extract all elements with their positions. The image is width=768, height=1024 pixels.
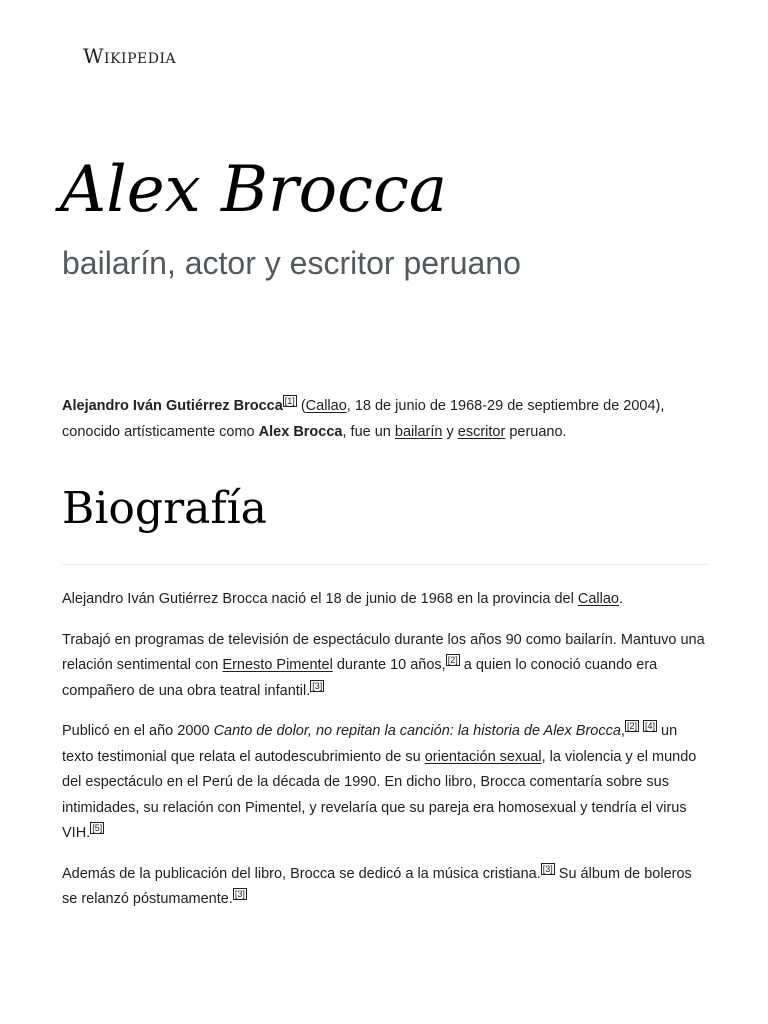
section-heading-biografia: Biografía: [62, 478, 708, 565]
biography-paragraph-3: [62, 719, 708, 847]
text-fragment: y: [442, 423, 458, 440]
text-fragment: ,: [620, 723, 625, 739]
text-fragment: , la violencia y el mundo del espectáculo en el Perú de la década de 1990. En dicho libro, Brocca comentaría sobre sus intimidades, su relación con Pimentel, y revelaría que su pareja era homosexual y tendría el virus VIH.: [62, 748, 697, 841]
reference-link[interactable]: [5]: [92, 823, 103, 834]
reference-link[interactable]: [2]: [626, 721, 637, 732]
reference-link[interactable]: [4]: [644, 721, 655, 732]
text-fragment: durante 10 años,: [332, 657, 446, 673]
subject-full-name: Alejandro Iván Gutiérrez Brocca: [62, 398, 283, 414]
reference-2[interactable]: [625, 721, 639, 732]
reference-link[interactable]: [1]: [284, 396, 295, 407]
link-bailarin[interactable]: bailarín: [394, 423, 443, 440]
subject-alias: Alex Brocca: [258, 423, 343, 440]
reference-4[interactable]: [643, 721, 657, 732]
reference-link[interactable]: [3]: [312, 680, 323, 691]
reference-link[interactable]: [3]: [234, 889, 245, 900]
reference-1[interactable]: [283, 396, 297, 407]
reference-link[interactable]: [2]: [447, 655, 458, 666]
text-fragment: (: [296, 398, 306, 414]
intro-section: [62, 394, 708, 445]
intro-paragraph: [62, 394, 708, 445]
link-orientacion-sexual[interactable]: orientación sexual: [424, 748, 542, 765]
page-subtitle: bailarín, actor y escritor peruano: [62, 245, 521, 281]
reference-3[interactable]: [541, 864, 555, 875]
biography-section: [62, 587, 708, 928]
reference-3[interactable]: [310, 681, 324, 692]
text-fragment: Publicó en el año 2000: [62, 723, 214, 739]
text-fragment: Su álbum de boleros se relanzó póstumamente.: [62, 865, 692, 907]
text-fragment: , fue un: [342, 423, 395, 440]
link-callao[interactable]: Callao: [577, 591, 619, 607]
wikipedia-logo[interactable]: Wikipedia: [83, 44, 177, 68]
page-title: Alex Brocca: [60, 153, 447, 227]
text-fragment: .: [619, 591, 624, 607]
reference-5[interactable]: [90, 823, 104, 834]
text-fragment: Alejandro Iván Gutiérrez Brocca nació el 18 de junio de 1968 en la provincia del: [62, 591, 578, 607]
biography-paragraph-4: [62, 862, 708, 913]
biography-paragraph-1: [62, 587, 708, 613]
link-escritor[interactable]: escritor: [457, 423, 506, 440]
link-ernesto-pimentel[interactable]: Ernesto Pimentel: [222, 657, 333, 673]
text-fragment: Además de la publicación del libro, Brocca se dedicó a la música cristiana.: [62, 865, 541, 882]
text-fragment: Trabajó en programas de televisión de espectáculo durante los años 90 como bailarín. Mantuvo una relación sentimental con: [62, 631, 705, 673]
text-fragment: , 18 de junio de 1968-29 de septiembre de 2004), conocido artísticamente como: [62, 398, 665, 440]
text-fragment: a quien lo conoció cuando era compañero de una obra teatral infantil.: [62, 657, 658, 699]
biography-paragraph-2: [62, 628, 708, 705]
reference-2[interactable]: [446, 655, 460, 666]
reference-link[interactable]: [3]: [542, 863, 553, 874]
reference-3[interactable]: [233, 889, 247, 900]
text-fragment: peruano.: [505, 423, 567, 440]
book-title: Canto de dolor, no repitan la canción: la historia de Alex Brocca: [213, 723, 621, 739]
text-fragment: un texto testimonial que relata el autodescubrimiento de su: [62, 723, 678, 765]
link-callao[interactable]: Callao: [305, 398, 347, 414]
